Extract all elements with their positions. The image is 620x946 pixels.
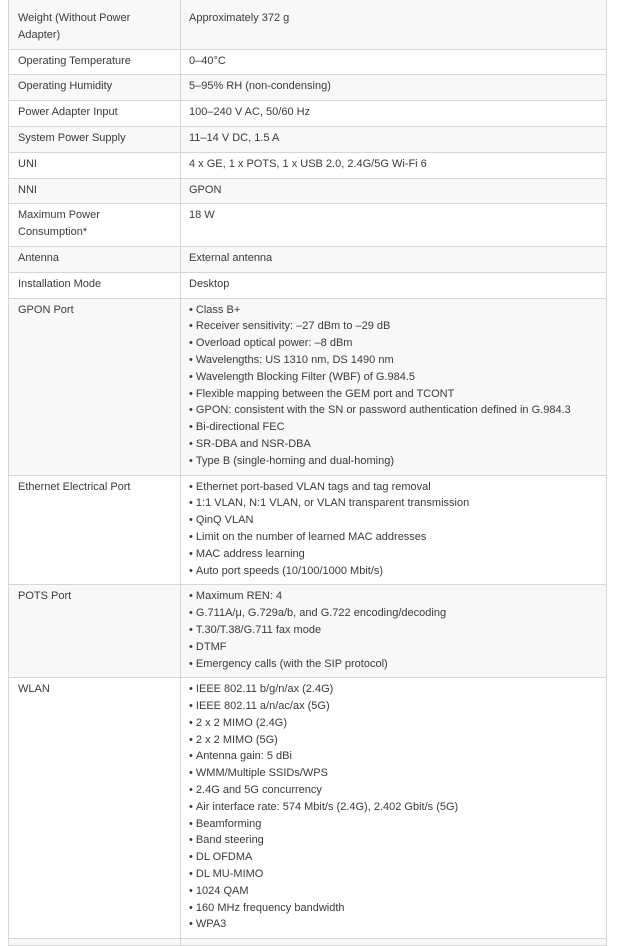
spec-value: 5–95% RH (non-condensing) [181,75,607,101]
bullet-list [189,479,598,580]
spec-label: Installation Mode [9,272,181,298]
list-item: • SR-DBA and NSR-DBA [189,436,598,453]
spec-value: GPON [181,178,607,204]
list-item: • DL OFDMA [189,849,598,866]
table-row-partial [9,939,607,946]
list-item: • 160 MHz frequency bandwidth [189,900,598,917]
list-item: • Class B+ [189,302,598,319]
spec-table [8,0,607,946]
table-row [9,101,607,127]
list-item: • T.30/T.38/G.711 fax mode [189,622,598,639]
list-item: • MAC address learning [189,546,598,563]
spec-value-list [181,475,607,585]
spec-label: UNI [9,152,181,178]
list-item: • WPA3 [189,916,598,933]
list-item: • 2.4G and 5G concurrency [189,782,598,799]
list-item: • Maximum REN: 4 [189,588,598,605]
list-item: • WMM/Multiple SSIDs/WPS [189,765,598,782]
list-item: • Antenna gain: 5 dBi [189,748,598,765]
spec-label-empty [9,939,181,946]
spec-label: Operating Humidity [9,75,181,101]
list-item: • Auto port speeds (10/100/1000 Mbit/s) [189,563,598,580]
spec-label: POTS Port [9,585,181,678]
spec-label: WLAN [9,678,181,939]
table-row [9,126,607,152]
table-row [9,204,607,247]
list-item: • QinQ VLAN [189,512,598,529]
table-row-ethernet-port [9,475,607,585]
spec-label: Antenna [9,246,181,272]
list-item: • Beamforming [189,816,598,833]
list-item: • GPON: consistent with the SN or password authentication defined in G.984.3 [189,402,598,419]
list-item: • 1024 QAM [189,883,598,900]
bullet-list [189,681,598,933]
list-item: • G.711A/μ, G.729a/b, and G.722 encoding/decoding [189,605,598,622]
list-item: • Type B (single-homing and dual-homing) [189,453,598,470]
list-item: • Limit on the number of learned MAC addresses [189,529,598,546]
list-item: • IEEE 802.11 a/n/ac/ax (5G) [189,698,598,715]
spec-label: Weight (Without Power Adapter) [9,0,181,49]
spec-label: Operating Temperature [9,49,181,75]
spec-label: GPON Port [9,298,181,475]
list-item: • Ethernet port-based VLAN tags and tag removal [189,479,598,496]
list-item: • Receiver sensitivity: –27 dBm to –29 dB [189,318,598,335]
table-row [9,178,607,204]
spec-value: 100–240 V AC, 50/60 Hz [181,101,607,127]
bullet-list [189,588,598,672]
spec-value-empty [181,939,607,946]
spec-value: Approximately 372 g [181,0,607,49]
spec-value-list [181,585,607,678]
list-item: • 2 x 2 MIMO (5G) [189,732,598,749]
spec-value: 18 W [181,204,607,247]
table-row [9,75,607,101]
list-item: • DTMF [189,639,598,656]
list-item: • Air interface rate: 574 Mbit/s (2.4G), 2.402 Gbit/s (5G) [189,799,598,816]
table-row [9,0,607,49]
list-item: • DL MU-MIMO [189,866,598,883]
table-row [9,272,607,298]
table-row [9,246,607,272]
spec-label: Maximum Power Consumption* [9,204,181,247]
table-row [9,152,607,178]
table-row-gpon-port [9,298,607,475]
list-item: • Band steering [189,832,598,849]
list-item: • Bi-directional FEC [189,419,598,436]
spec-value-list [181,298,607,475]
list-item: • 1:1 VLAN, N:1 VLAN, or VLAN transparent transmission [189,495,598,512]
list-item: • Wavelengths: US 1310 nm, DS 1490 nm [189,352,598,369]
list-item: • Emergency calls (with the SIP protocol) [189,656,598,673]
list-item: • 2 x 2 MIMO (2.4G) [189,715,598,732]
list-item: • IEEE 802.11 b/g/n/ax (2.4G) [189,681,598,698]
spec-label: NNI [9,178,181,204]
spec-label: Ethernet Electrical Port [9,475,181,585]
spec-value: 4 x GE, 1 x POTS, 1 x USB 2.0, 2.4G/5G Wi-Fi 6 [181,152,607,178]
spec-value: Desktop [181,272,607,298]
table-row-pots-port [9,585,607,678]
list-item: • Wavelength Blocking Filter (WBF) of G.984.5 [189,369,598,386]
list-item: • Overload optical power: –8 dBm [189,335,598,352]
table-row [9,49,607,75]
spec-value-list [181,678,607,939]
spec-label: System Power Supply [9,126,181,152]
bullet-list [189,302,598,470]
list-item: • Flexible mapping between the GEM port and TCONT [189,386,598,403]
spec-label: Power Adapter Input [9,101,181,127]
spec-value: External antenna [181,246,607,272]
spec-value: 0–40°C [181,49,607,75]
spec-value: 11–14 V DC, 1.5 A [181,126,607,152]
table-row-wlan [9,678,607,939]
